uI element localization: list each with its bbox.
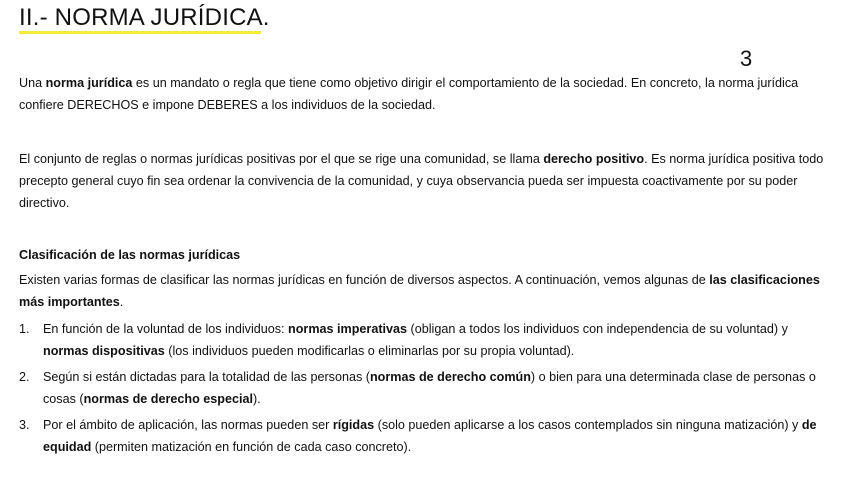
- paragraph-classification-intro: [19, 269, 829, 313]
- list-item: [19, 319, 829, 362]
- list-item-number: 1.: [19, 322, 30, 336]
- list-item: [19, 367, 829, 410]
- list-item-text: [43, 370, 816, 406]
- bold-term: normas imperativas: [288, 322, 408, 336]
- list-item-text: [43, 322, 788, 358]
- text-run: Por el ámbito de aplicación, las normas pueden ser: [43, 418, 333, 432]
- list-item: [19, 415, 829, 458]
- bold-term: normas de derecho común: [369, 370, 531, 384]
- bold-term: de equidad: [43, 418, 817, 454]
- text-run: Existen varias formas de clasificar las normas jurídicas en función de diversos aspectos. A continuación, vemos algunas de: [19, 273, 710, 287]
- title-highlight: [19, 31, 261, 34]
- list-item-text: [43, 418, 817, 454]
- text-run: ) o bien para una determinada clase de personas o cosas (: [43, 370, 816, 406]
- section-heading: Clasificación de las normas jurídicas: [19, 248, 241, 262]
- text-run: (solo pueden aplicarse a los casos contemplados sin ninguna matización) y: [374, 418, 802, 432]
- bold-term: derecho positivo: [543, 152, 645, 166]
- bold-term: las clasificaciones más importantes: [19, 273, 820, 309]
- bold-term: rígidas: [332, 418, 375, 432]
- list-item-number: 2.: [19, 370, 30, 384]
- bold-term: norma jurídica: [45, 76, 133, 90]
- text-run: (obligan a todos los individuos con independencia de su voluntad) y: [407, 322, 788, 336]
- paragraph-definition: [19, 72, 829, 116]
- text-run: (los individuos pueden modificarlas o eliminarlas por su propia voluntad).: [164, 343, 575, 358]
- text-run: (permiten matización en función de cada caso concreto).: [91, 439, 412, 454]
- bold-term: normas dispositivas: [43, 343, 165, 358]
- list-item-number: 3.: [19, 418, 30, 432]
- page-title: II.- NORMA JURÍDICA.: [19, 4, 270, 31]
- text-run: es un mandato o regla que tiene como objetivo dirigir el comportamiento de la sociedad. En concreto, la norma jurídica confiere DERECHOS e impone DEBERES a los individuos de la sociedad.: [19, 76, 799, 112]
- page-number: 3: [740, 46, 753, 71]
- text-run: Según si están dictadas para la totalidad de las personas (: [43, 370, 370, 384]
- text-run: . Es norma jurídica positiva todo precepto general cuyo fin sea ordenar la convivencia de la comunidad, y cuya observancia pueda ser impuesta coactivamente por su poder directivo.: [19, 152, 824, 210]
- text-run: Una: [19, 76, 46, 90]
- text-run: El conjunto de reglas o normas jurídicas positivas por el que se rige una comunidad, se llama: [19, 152, 544, 166]
- classification-list: [19, 319, 829, 463]
- bold-term: normas de derecho especial: [83, 391, 253, 406]
- text-run: En función de la voluntad de los individuos:: [43, 322, 289, 336]
- text-run: .: [119, 295, 124, 309]
- paragraph-positive-law: [19, 148, 829, 214]
- text-run: ).: [252, 391, 261, 406]
